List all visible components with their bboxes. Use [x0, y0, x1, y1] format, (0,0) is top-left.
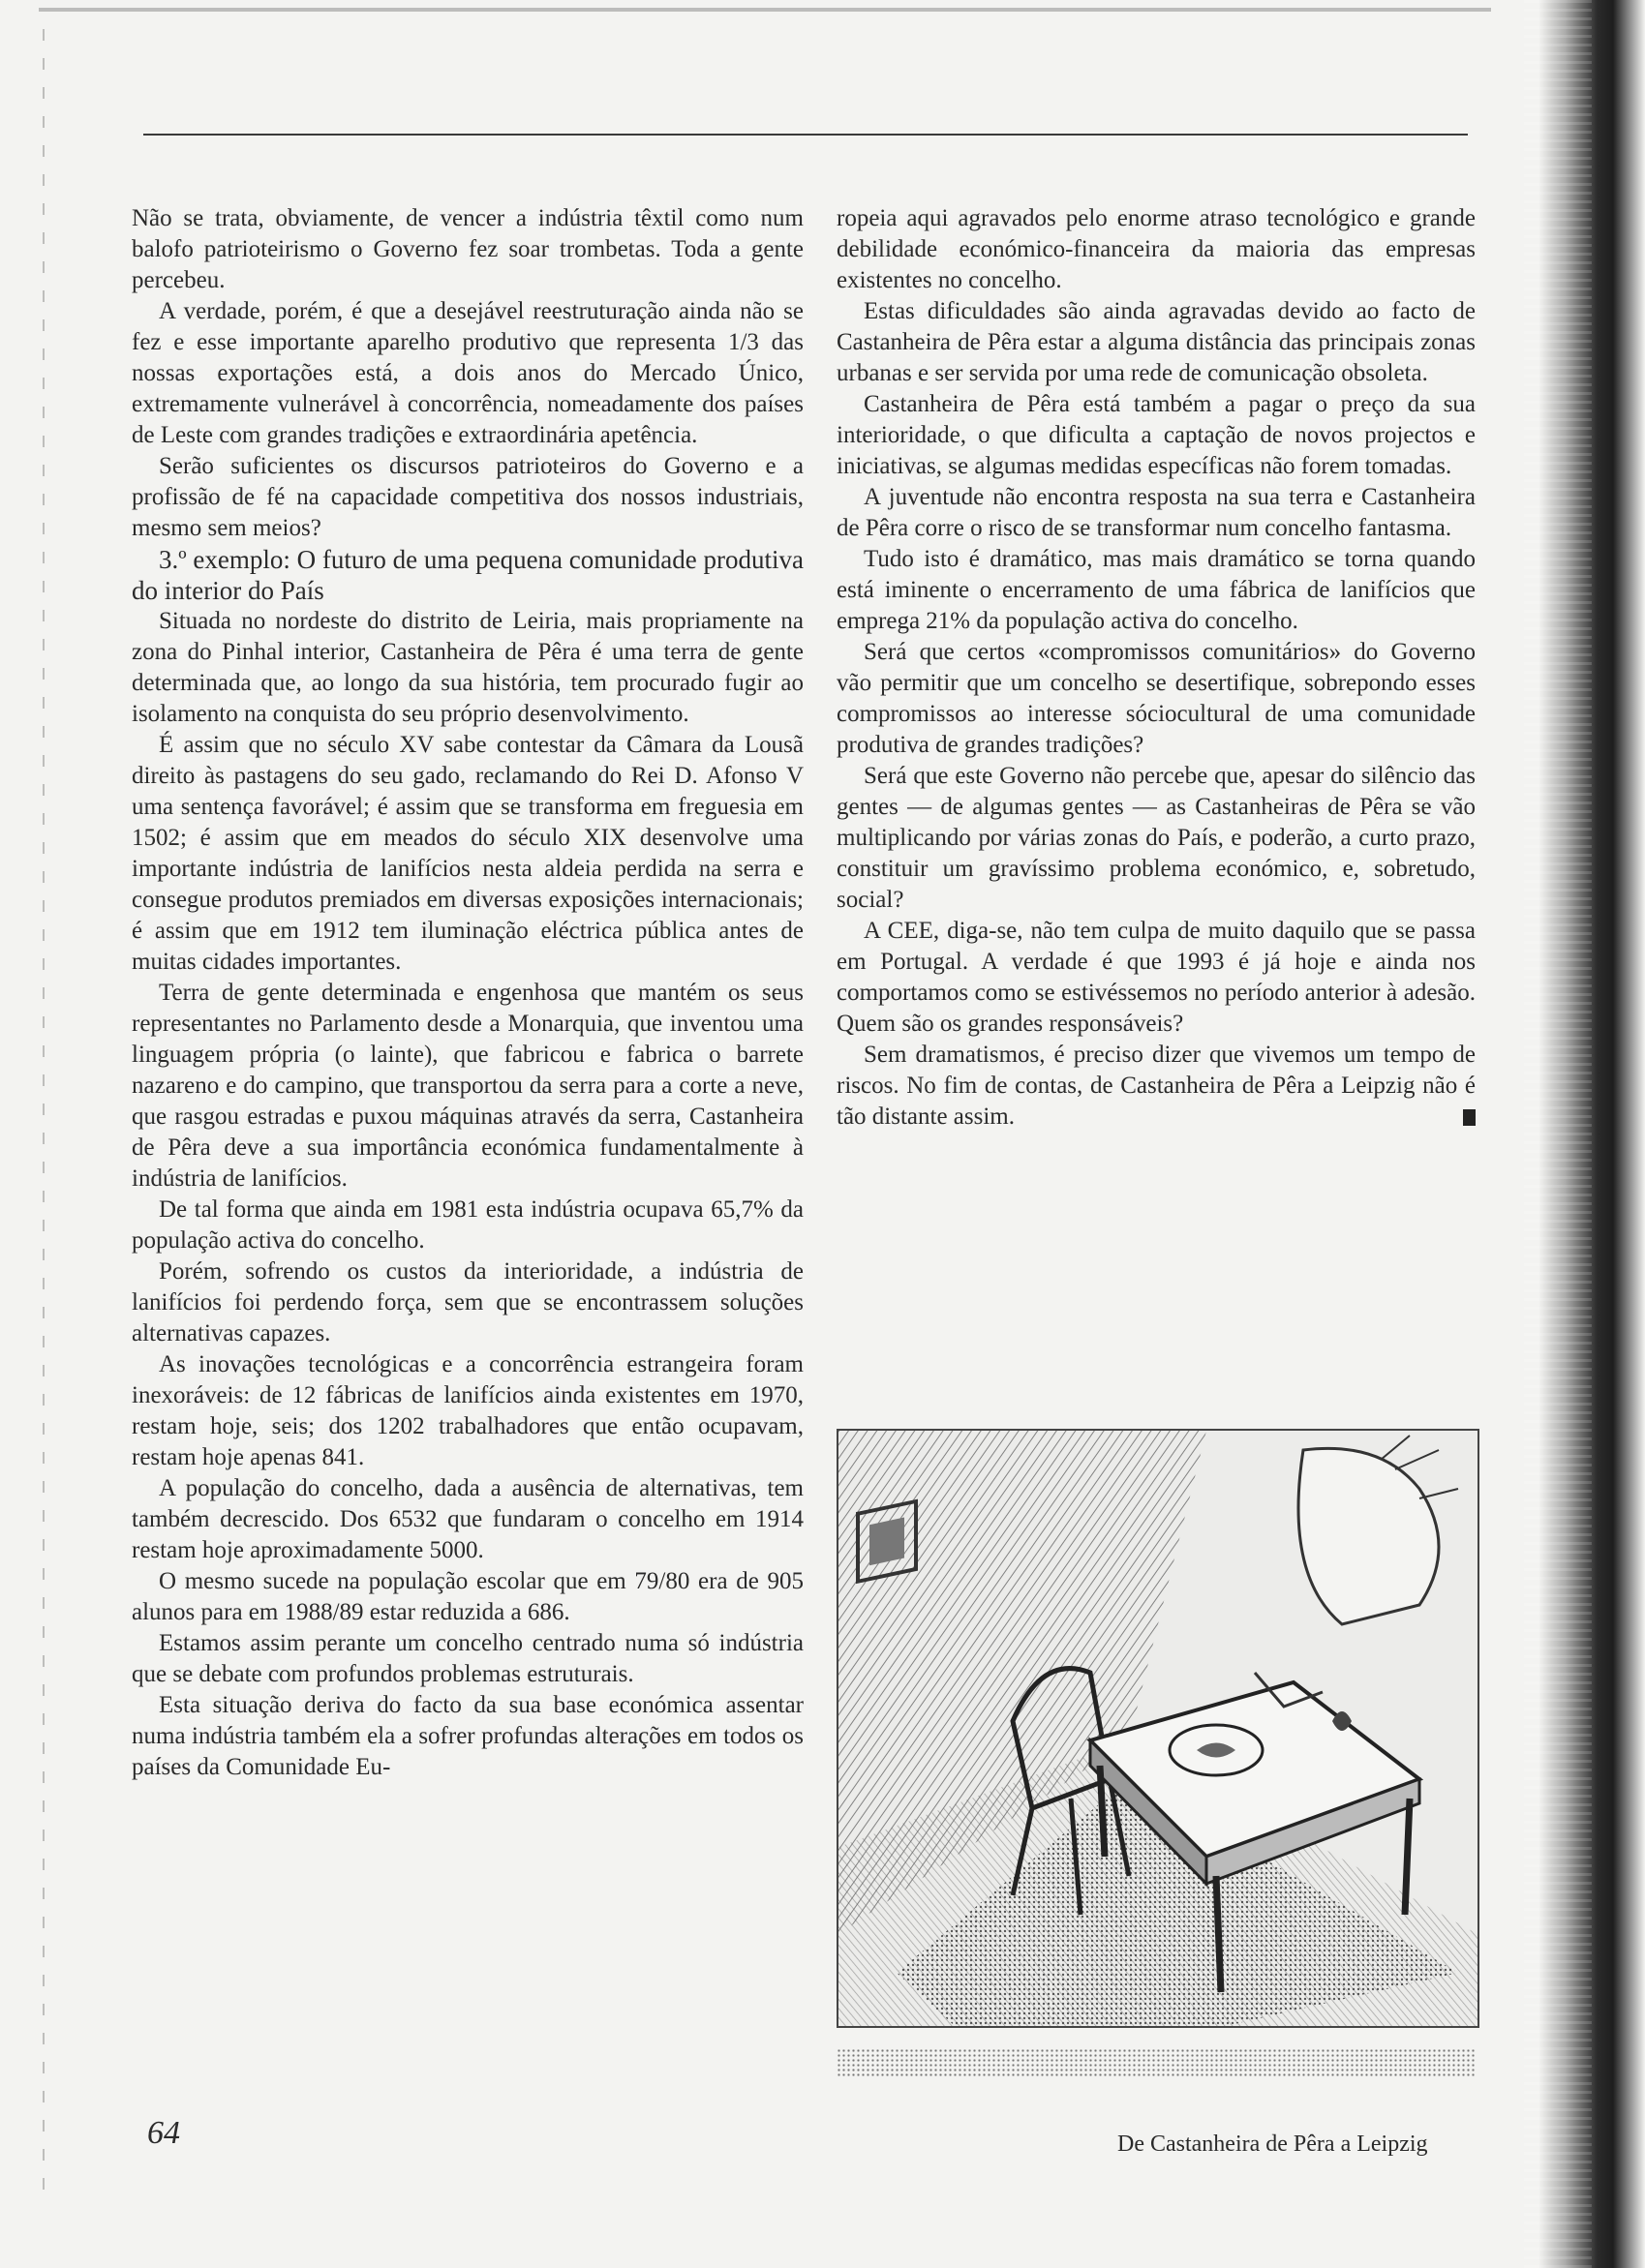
left-column	[132, 203, 804, 1783]
paragraph: Tudo isto é dramático, mas mais dramático se torna quando está iminente o encerramento de uma fábrica de lanifícios que emprega 21% da população activa do concelho.	[837, 546, 1476, 634]
engraving-illustration	[838, 1431, 1477, 2026]
paragraph: Serão suficientes os discursos patrioteiros do Governo e a profissão de fé na capacidade competitiva dos nossos industriais, mesmo sem meios?	[132, 453, 804, 541]
paragraph: O mesmo sucede na população escolar que em 79/80 era de 905 alunos para em 1988/89 estar reduzida a 686.	[132, 1568, 804, 1625]
running-footer: De Castanheira de Pêra a Leipzig	[1117, 2132, 1428, 2157]
paragraph: A juventude não encontra resposta na sua terra e Castanheira de Pêra corre o risco de se transformar num concelho fantasma.	[837, 484, 1476, 541]
paragraph-final	[837, 1040, 1476, 1133]
scan-top-noise	[39, 8, 1491, 12]
paragraph: Será que este Governo não percebe que, apesar do silêncio das gentes — de algumas gentes — as Castanheiras de Pêra se vão multiplicando por várias zonas do País, e poderão, a curto prazo, constituir um gravíssimo problema económico, e, sobretudo, social?	[837, 763, 1476, 913]
paragraph: Situada no nordeste do distrito de Leiria, mais propriamente na zona do Pinhal interior, Castanheira de Pêra é uma terra de gente determinada que, ao longo da sua história, tem procurado fugir ao isolamento na conquista do seu próprio desenvolvimento.	[132, 608, 804, 727]
scan-dark-edge	[1538, 0, 1645, 2268]
paragraph: Esta situação deriva do facto da sua base económica assentar numa indústria também ela a sofrer profundas alterações em todos os países da Comunidade Eu-	[132, 1692, 804, 1780]
paragraph: É assim que no século XV sabe contestar da Câmara da Lousã direito às pastagens do seu gado, reclamando do Rei D. Afonso V uma sentença favorável; é assim que se transforma em freguesia em 1502; é assim que em meados do século XIX desenvolve uma importante indústria de lanifícios nesta aldeia perdida na serra e consegue produtos premiados em diversas exposições internacionais; é assim que em 1912 tem iluminação eléctrica pública antes de muitas cidades importantes.	[132, 732, 804, 975]
paragraph: Estas dificuldades são ainda agravadas devido ao facto de Castanheira de Pêra estar a alguma distância das principais zonas urbanas e ser servida por uma rede de comunicação obsoleta.	[837, 298, 1476, 386]
paragraph: A verdade, porém, é que a desejável reestruturação ainda não se fez e esse importante aparelho produtivo que representa 1/3 das nossas exportações está, a dois anos do Mercado Único, extremamente vulnerável à concorrência, nomeadamente dos países de Leste com grandes tradições e extraordinária apetência.	[132, 298, 804, 448]
paragraph: De tal forma que ainda em 1981 esta indústria ocupava 65,7% da população activa do concelho.	[132, 1196, 804, 1254]
section-subheading: 3.º exemplo: O futuro de uma pequena comunidade produtiva do interior do País	[132, 545, 804, 605]
paragraph: As inovações tecnológicas e a concorrência estrangeira foram inexoráveis: de 12 fábricas de lanifícios ainda existentes em 1970, restam hoje, seis; dos 1202 trabalhadores que então ocupavam, restam hoje apenas 841.	[132, 1351, 804, 1470]
paragraph: Castanheira de Pêra está também a pagar o preço da sua interioridade, o que dificulta a captação de novos projectos e iniciativas, se algumas medidas específicas não forem tomadas.	[837, 391, 1476, 479]
page-number: 64	[147, 2115, 180, 2151]
paragraph-final-text: Sem dramatismos, é preciso dizer que vivemos um tempo de riscos. No fim de contas, de Castanheira de Pêra a Leipzig não é tão distante assim.	[837, 1042, 1476, 1130]
end-of-article-icon	[1463, 1109, 1476, 1126]
paragraph: Porém, sofrendo os custos da interioridade, a indústria de lanifícios foi perdendo força, sem que se encontrassem soluções alternativas capazes.	[132, 1258, 804, 1346]
scan-margin-dashes	[43, 29, 45, 2207]
paragraph: Estamos assim perante um concelho centrado numa só indústria que se debate com profundos problemas estruturais.	[132, 1630, 804, 1687]
illustration-interior-scene	[837, 1429, 1479, 2028]
paragraph: Será que certos «compromissos comunitários» do Governo vão permitir que um concelho se desertifique, sobrepondo esses compromissos ao interesse sóciocultural de uma comunidade produtiva de grandes tradições?	[837, 639, 1476, 758]
paragraph: Terra de gente determinada e engenhosa que mantém os seus representantes no Parlamento desde a Monarquia, que inventou uma linguagem própria (o lainte), que fabricou e fabrica o barrete nazareno e do campino, que transportou da serra para a corte a neve, que rasgou estradas e puxou máquinas através da serra, Castanheira de Pêra deve a sua importância económica fundamentalmente à indústria de lanifícios.	[132, 980, 804, 1192]
header-rule	[143, 134, 1468, 136]
paragraph: Não se trata, obviamente, de vencer a indústria têxtil como num balofo patrioteirismo o Governo fez soar trombetas. Toda a gente percebeu.	[132, 205, 804, 293]
paragraph: A CEE, diga-se, não tem culpa de muito daquilo que se passa em Portugal. A verdade é que 1993 é já hoje e ainda nos comportamos como se estivéssemos no período anterior à adesão. Quem são os grandes responsáveis?	[837, 918, 1476, 1037]
paragraph: A população do concelho, dada a ausência de alternativas, tem também decrescido. Dos 6532 que fundaram o concelho em 1914 restam hoje aproximadamente 5000.	[132, 1475, 804, 1563]
halftone-strip	[837, 2048, 1476, 2077]
paragraph: ropeia aqui agravados pelo enorme atraso tecnológico e grande debilidade económico-financeira da maioria das empresas existentes no concelho.	[837, 205, 1476, 293]
right-column	[837, 203, 1476, 1133]
